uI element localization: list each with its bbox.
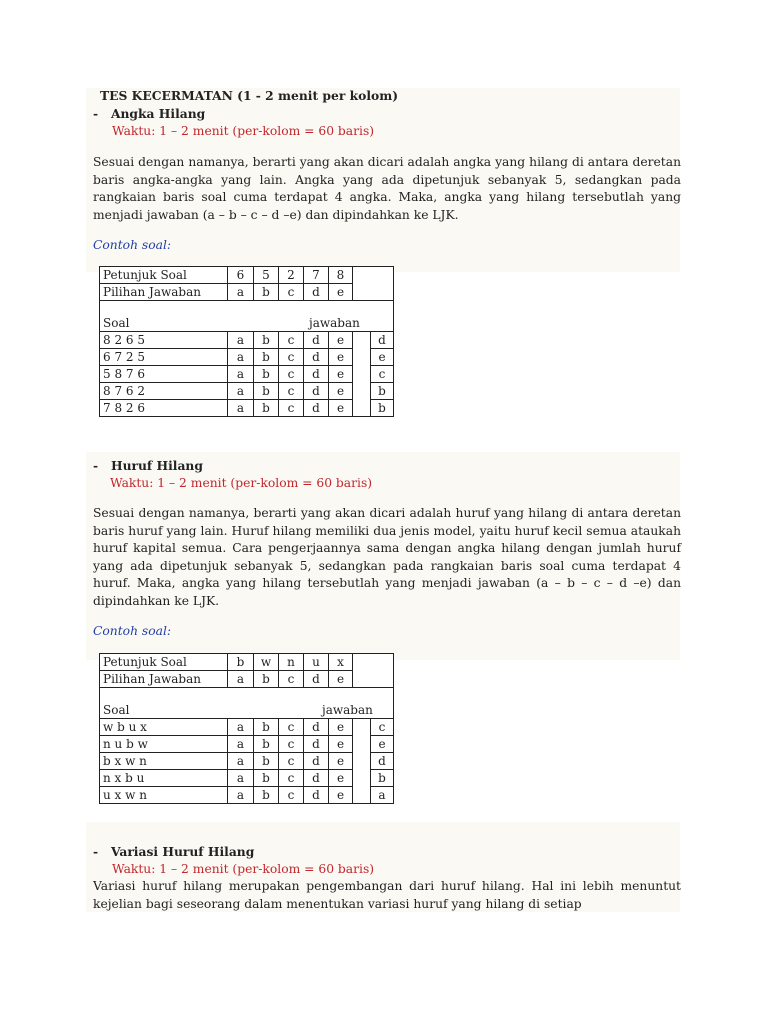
table-row: n x b u a b c d e b bbox=[100, 770, 394, 787]
example-label: Contoh soal: bbox=[93, 238, 172, 252]
answer-cell: b bbox=[371, 770, 394, 787]
answer-cell: d bbox=[371, 753, 394, 770]
angka-hilang-table bbox=[99, 266, 394, 417]
section-description: Sesuai dengan namanya, berarti yang akan dicari adalah angka yang hilang di antara deretan baris angka-angka yang lain. Angka yang ada dipetunjuk sebanyak 5, sedangkan pada rangkaian baris soal cuma terdapat 4 angka. Maka, angka yang hilang tersebutlah yang menjadi jawaban (a – b – c – d –e) dan dipindahkan ke LJK. bbox=[93, 155, 681, 222]
section-description: Sesuai dengan namanya, berarti yang akan dicari adalah huruf yang hilang di antara deretan baris huruf yang lain. Huruf hilang memiliki dua jenis model, yaitu huruf kecil semua ataukah huruf kapital semua. Cara pengerjaannya sama dengan angka hilang dengan jumlah huruf yang ada dipetunjuk sebanyak 5, sedangkan pada rangkaian baris soal cuma terdapat 4 huruf. Maka, angka yang hilang tersebutlah yang menjadi jawaban (a – b – c – d –e) dan dipindahkan ke LJK. bbox=[93, 506, 681, 608]
table-row: 8 7 6 2 a b c d e b bbox=[100, 383, 394, 400]
example-label: Contoh soal: bbox=[93, 624, 172, 638]
table-row: 5 8 7 6 a b c d e c bbox=[100, 366, 394, 383]
section-time: Waktu: 1 – 2 menit (per-kolom = 60 baris) bbox=[112, 862, 375, 876]
section-heading-variasi-huruf-hilang: - Variasi Huruf Hilang bbox=[93, 844, 255, 859]
huruf-hilang-table bbox=[99, 653, 394, 804]
table-row: b x w n a b c d e d bbox=[100, 753, 394, 770]
answer-cell: e bbox=[371, 349, 394, 366]
table-row: n u b w a b c d e e bbox=[100, 736, 394, 753]
table-row: w b u x a b c d e c bbox=[100, 719, 394, 736]
choices-row: Pilihan Jawaban a b c d e bbox=[100, 284, 394, 301]
table-row: u x w n a b c d e a bbox=[100, 787, 394, 804]
hint-row: Petunjuk Soal 6 5 2 7 8 bbox=[100, 267, 394, 284]
soal-header-row: Soal jawaban bbox=[100, 688, 394, 719]
table-row: 8 2 6 5 a b c d e d bbox=[100, 332, 394, 349]
answer-cell: e bbox=[371, 736, 394, 753]
table-row: 6 7 2 5 a b c d e e bbox=[100, 349, 394, 366]
answer-cell: c bbox=[371, 719, 394, 736]
section-time: Waktu: 1 – 2 menit (per-kolom = 60 baris) bbox=[112, 124, 375, 138]
answer-cell: a bbox=[371, 787, 394, 804]
page-title: TES KECERMATAN (1 - 2 menit per kolom) bbox=[100, 88, 399, 103]
section-heading-angka-hilang: - Angka Hilang bbox=[93, 106, 206, 121]
section-heading-huruf-hilang: - Huruf Hilang bbox=[93, 458, 203, 473]
section-time: Waktu: 1 – 2 menit (per-kolom = 60 baris) bbox=[110, 476, 373, 490]
choices-row: Pilihan Jawaban a b c d e bbox=[100, 671, 394, 688]
bullet: - bbox=[93, 844, 99, 859]
answer-cell: b bbox=[371, 400, 394, 417]
section-description: Variasi huruf hilang merupakan pengembangan dari huruf hilang. Hal ini lebih menuntut kejelian bagi seseorang dalam menentukan variasi huruf yang hilang di setiap bbox=[93, 879, 681, 911]
answer-cell: d bbox=[371, 332, 394, 349]
bullet: - bbox=[93, 458, 99, 473]
bullet: - bbox=[93, 106, 99, 121]
answer-cell: c bbox=[371, 366, 394, 383]
hint-row: Petunjuk Soal b w n u x bbox=[100, 654, 394, 671]
table-row: 7 8 2 6 a b c d e b bbox=[100, 400, 394, 417]
soal-header-row: Soal jawaban bbox=[100, 301, 394, 332]
answer-cell: b bbox=[371, 383, 394, 400]
